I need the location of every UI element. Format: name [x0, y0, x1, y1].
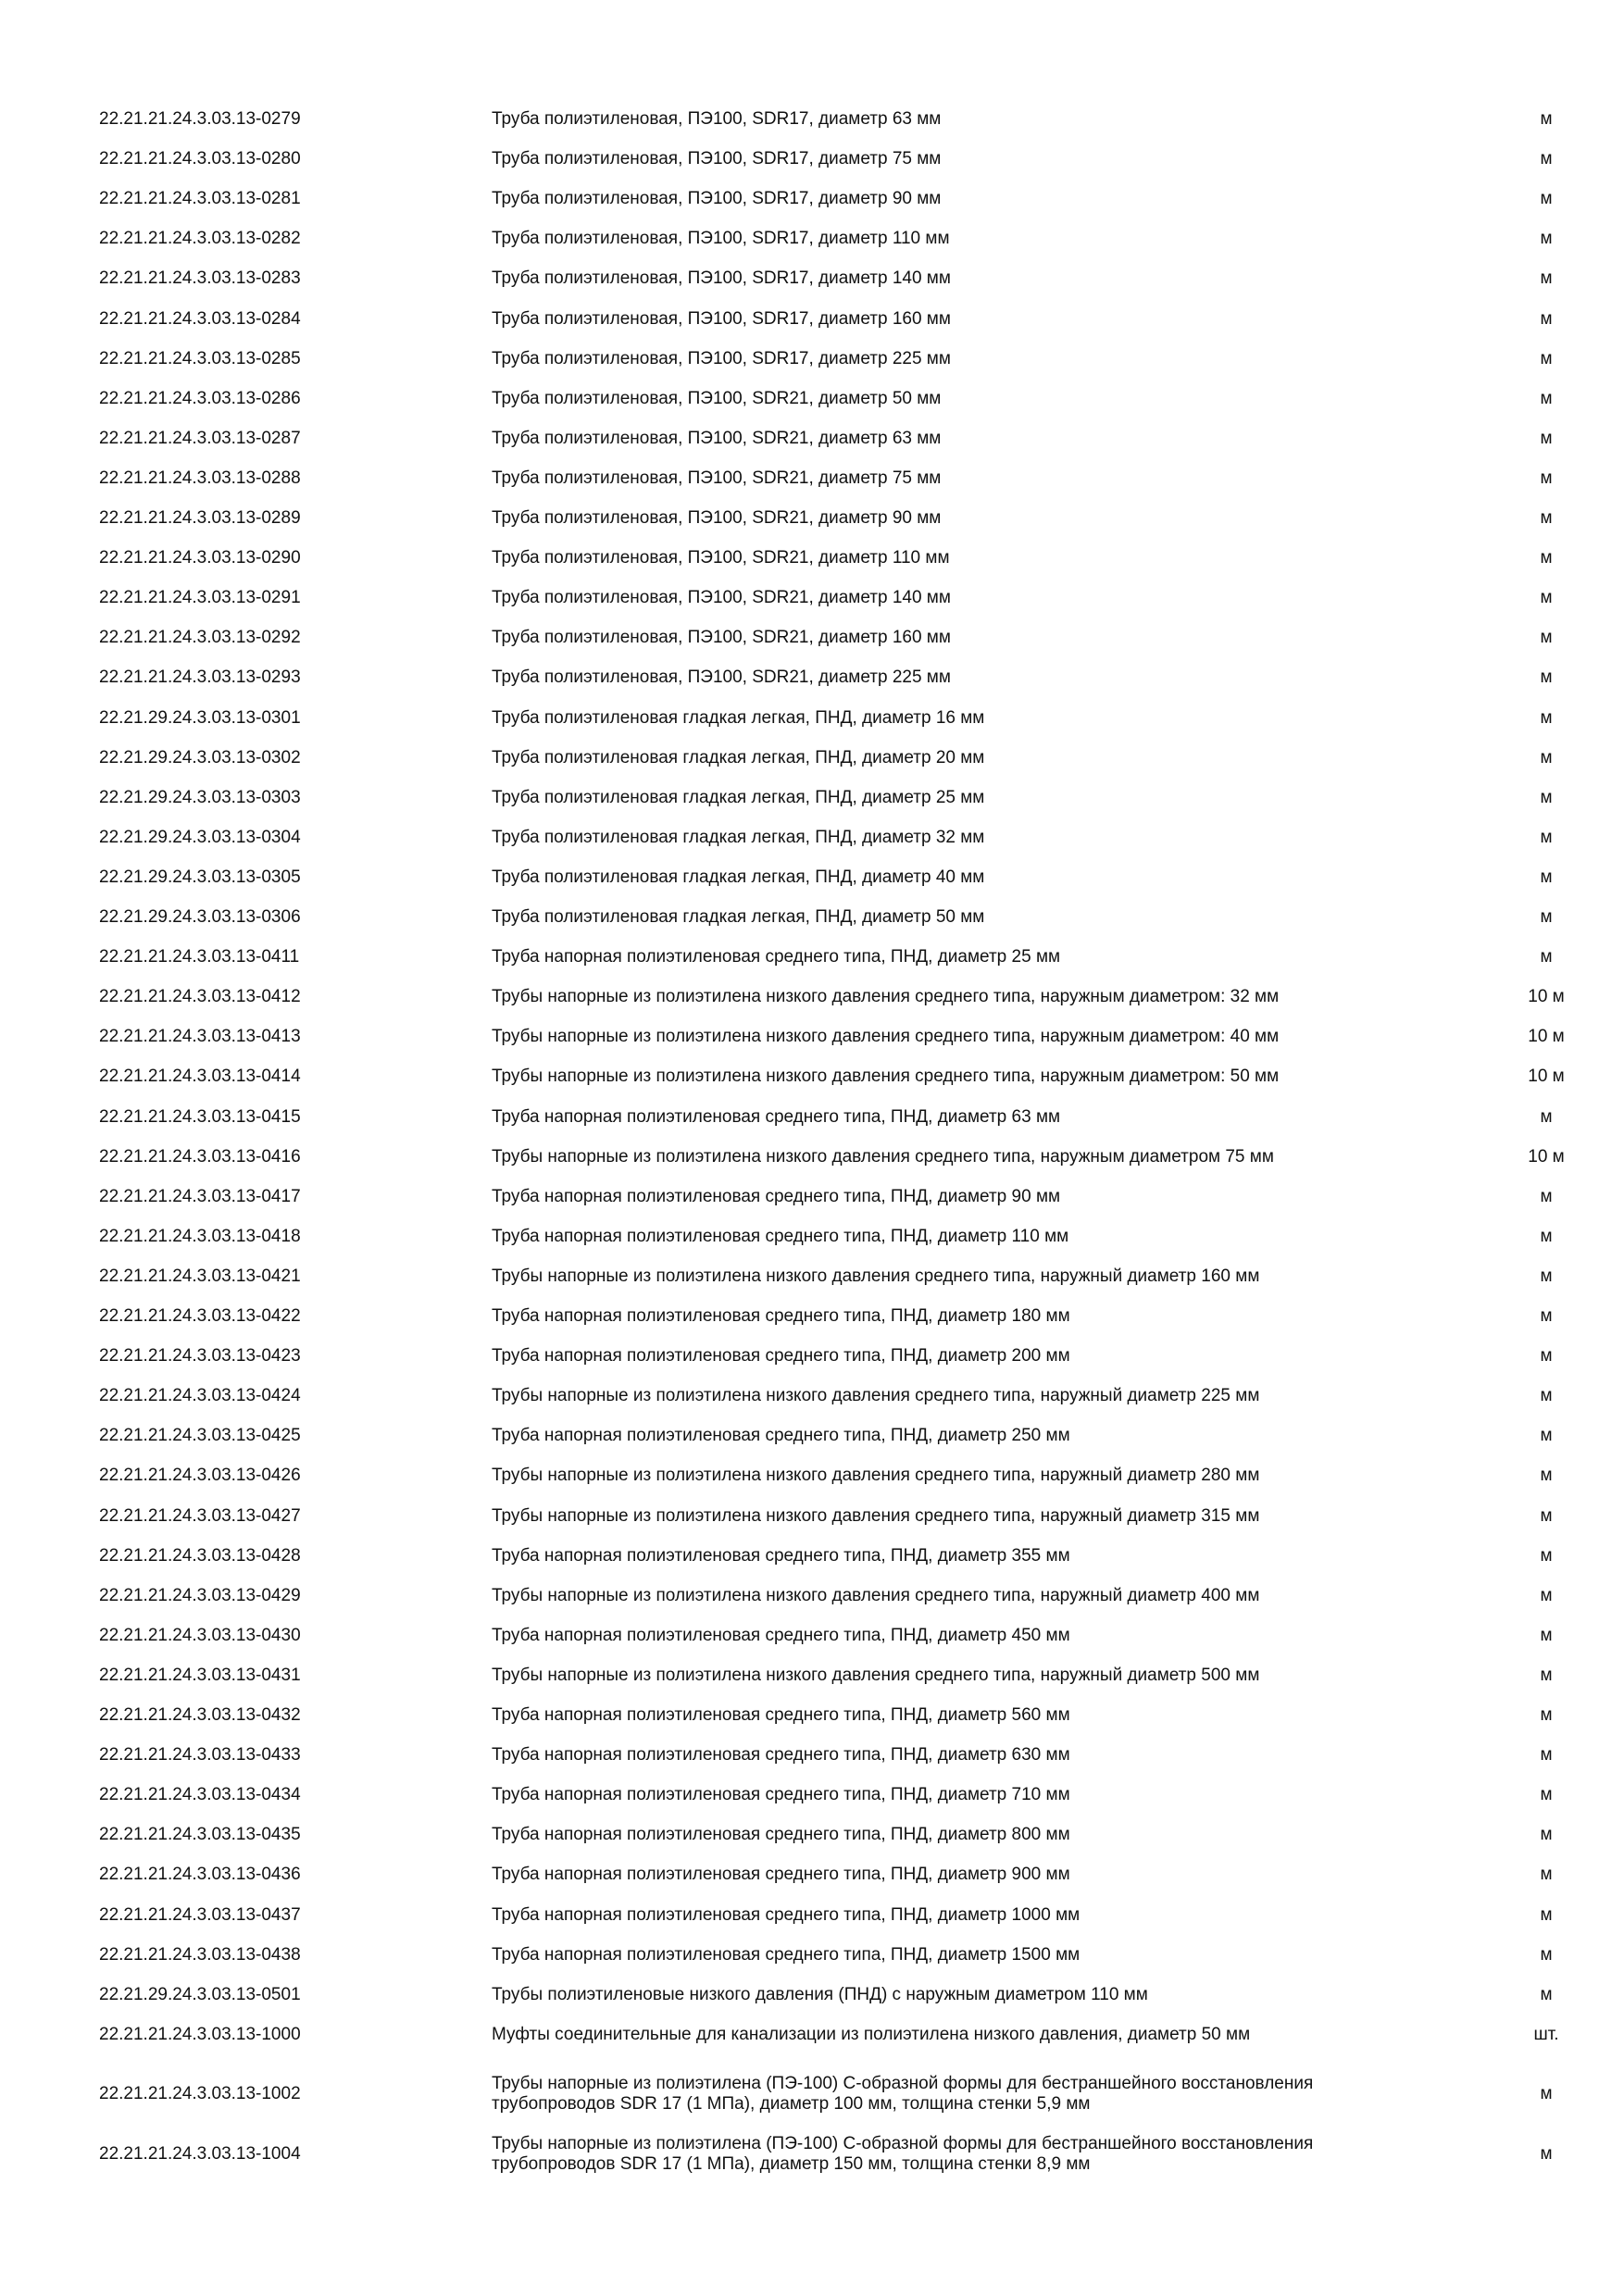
row-code: 22.21.21.24.3.03.13-0436	[99, 1865, 301, 1885]
row-unit: м	[1540, 1585, 1553, 1605]
row-unit: м	[1540, 907, 1553, 927]
table-row	[0, 817, 1624, 857]
row-unit: м	[1540, 508, 1553, 528]
row-unit: м	[1540, 308, 1553, 329]
row-code: 22.21.29.24.3.03.13-0302	[99, 747, 301, 767]
row-code: 22.21.21.24.3.03.13-0425	[99, 1426, 301, 1446]
row-name: Труба напорная полиэтиленовая среднего типа, ПНД, диаметр 180 мм	[492, 1306, 1070, 1326]
row-name: Труба напорная полиэтиленовая среднего типа, ПНД, диаметр 630 мм	[492, 1745, 1070, 1766]
table-row	[0, 1975, 1624, 2015]
row-unit: м	[1540, 428, 1553, 448]
row-name: Труба полиэтиленовая, ПЭ100, SDR21, диаметр 160 мм	[492, 628, 951, 648]
row-name: Труба полиэтиленовая, ПЭ100, SDR21, диаметр 63 мм	[492, 428, 942, 448]
row-name: Муфты соединительные для канализации из полиэтилена низкого давления, диаметр 50 мм	[492, 2024, 1251, 2044]
table-row	[0, 418, 1624, 458]
row-name: Труба полиэтиленовая, ПЭ100, SDR17, диаметр 110 мм	[492, 229, 950, 249]
table-row	[0, 219, 1624, 259]
row-code: 22.21.21.24.3.03.13-0292	[99, 628, 301, 648]
table-row	[0, 1616, 1624, 1655]
row-unit: м	[1540, 1984, 1553, 2004]
table-row	[0, 100, 1624, 140]
table-row	[0, 1655, 1624, 1695]
row-unit: м	[1540, 1186, 1553, 1206]
table-row	[0, 339, 1624, 379]
table-row	[0, 1097, 1624, 1137]
row-unit: м	[1540, 628, 1553, 648]
row-code: 22.21.29.24.3.03.13-0501	[99, 1984, 301, 2004]
row-name: Трубы напорные из полиэтилена низкого давления среднего типа, наружным диаметром: 32 мм	[492, 987, 1280, 1007]
row-unit: м	[1540, 1466, 1553, 1486]
row-unit: м	[1540, 348, 1553, 368]
row-unit: м	[1540, 1106, 1553, 1127]
table-row	[0, 1217, 1624, 1256]
table-row	[0, 1377, 1624, 1416]
table-row	[0, 1895, 1624, 1935]
row-code: 22.21.21.24.3.03.13-0428	[99, 1545, 301, 1566]
row-unit: м	[1540, 468, 1553, 488]
row-code: 22.21.21.24.3.03.13-0411	[99, 947, 300, 967]
row-unit: м	[1540, 1426, 1553, 1446]
table-row	[0, 2015, 1624, 2054]
row-code: 22.21.21.24.3.03.13-0291	[99, 588, 301, 608]
row-code: 22.21.21.24.3.03.13-0289	[99, 508, 301, 528]
row-unit: м	[1540, 1386, 1553, 1406]
row-unit: м	[1540, 229, 1553, 249]
row-code: 22.21.21.24.3.03.13-0422	[99, 1306, 301, 1326]
row-unit: м	[1540, 867, 1553, 887]
row-name: Трубы напорные из полиэтилена низкого давления среднего типа, наружным диаметром: 50 мм	[492, 1067, 1280, 1087]
row-unit: м	[1540, 109, 1553, 129]
table-row	[0, 1496, 1624, 1536]
row-unit: м	[1540, 1266, 1553, 1286]
row-unit: м	[1540, 787, 1553, 807]
table-row	[0, 2065, 1624, 2123]
row-name: Труба напорная полиэтиленовая среднего типа, ПНД, диаметр 25 мм	[492, 947, 1061, 967]
row-name: Труба напорная полиэтиленовая среднего типа, ПНД, диаметр 450 мм	[492, 1625, 1070, 1645]
row-name: Труба полиэтиленовая гладкая легкая, ПНД, диаметр 20 мм	[492, 747, 985, 767]
row-name: Труба напорная полиэтиленовая среднего типа, ПНД, диаметр 355 мм	[492, 1545, 1070, 1566]
row-name: Труба полиэтиленовая, ПЭ100, SDR17, диаметр 75 мм	[492, 149, 942, 169]
table-row	[0, 379, 1624, 418]
row-name: Труба полиэтиленовая, ПЭ100, SDR17, диаметр 160 мм	[492, 308, 951, 329]
row-name: Труба полиэтиленовая гладкая легкая, ПНД, диаметр 40 мм	[492, 867, 985, 887]
row-name: Трубы напорные из полиэтилена (ПЭ-100) С-образной формы для бестраншейного восстановления трубопроводов SDR 17 (1 МПа), диаметр 150 мм, толщина стенки 8,9 мм	[492, 2133, 1314, 2174]
table-row	[0, 738, 1624, 778]
table-row	[0, 2126, 1624, 2183]
row-unit: м	[1540, 1505, 1553, 1526]
row-code: 22.21.21.24.3.03.13-0284	[99, 308, 301, 329]
row-unit: м	[1540, 1825, 1553, 1845]
table-row	[0, 458, 1624, 498]
row-name: Труба напорная полиэтиленовая среднего типа, ПНД, диаметр 90 мм	[492, 1186, 1061, 1206]
row-unit: м	[1540, 1865, 1553, 1885]
row-name: Труба напорная полиэтиленовая среднего типа, ПНД, диаметр 1500 мм	[492, 1944, 1081, 1965]
row-unit: м	[1540, 1306, 1553, 1326]
table-row	[0, 1536, 1624, 1576]
row-code: 22.21.21.24.3.03.13-0423	[99, 1346, 301, 1366]
row-unit: м	[1540, 1625, 1553, 1645]
row-name: Трубы полиэтиленовые низкого давления (ПНД) с наружным диаметром 110 мм	[492, 1984, 1148, 2004]
row-code: 22.21.21.24.3.03.13-0287	[99, 428, 301, 448]
row-code: 22.21.21.24.3.03.13-1004	[99, 2143, 301, 2164]
row-unit: м	[1540, 268, 1553, 289]
row-name: Труба напорная полиэтиленовая среднего типа, ПНД, диаметр 110 мм	[492, 1226, 1069, 1246]
table-row	[0, 1137, 1624, 1177]
row-code: 22.21.21.24.3.03.13-0415	[99, 1106, 301, 1127]
table-row	[0, 938, 1624, 978]
row-code: 22.21.21.24.3.03.13-1002	[99, 2084, 301, 2104]
row-code: 22.21.21.24.3.03.13-0290	[99, 548, 301, 568]
row-unit: м	[1540, 1545, 1553, 1566]
row-code: 22.21.21.24.3.03.13-0279	[99, 109, 301, 129]
row-code: 22.21.21.24.3.03.13-0412	[99, 987, 301, 1007]
table-row	[0, 579, 1624, 618]
row-code: 22.21.21.24.3.03.13-0432	[99, 1705, 301, 1725]
table-row	[0, 1416, 1624, 1456]
row-code: 22.21.21.24.3.03.13-0434	[99, 1785, 301, 1805]
row-code: 22.21.21.24.3.03.13-1000	[99, 2024, 301, 2044]
table-row	[0, 1855, 1624, 1895]
row-name: Труба напорная полиэтиленовая среднего типа, ПНД, диаметр 1000 мм	[492, 1904, 1081, 1925]
row-name: Труба напорная полиэтиленовая среднего типа, ПНД, диаметр 200 мм	[492, 1346, 1070, 1366]
table-row	[0, 539, 1624, 579]
table-row	[0, 778, 1624, 817]
row-unit: м	[1540, 707, 1553, 728]
row-name: Труба полиэтиленовая, ПЭ100, SDR21, диаметр 50 мм	[492, 388, 942, 408]
row-name: Труба полиэтиленовая, ПЭ100, SDR17, диаметр 140 мм	[492, 268, 951, 289]
row-name: Трубы напорные из полиэтилена низкого давления среднего типа, наружным диаметром 75 мм	[492, 1146, 1274, 1167]
table-row	[0, 140, 1624, 180]
row-code: 22.21.21.24.3.03.13-0433	[99, 1745, 301, 1766]
row-name: Трубы напорные из полиэтилена низкого давления среднего типа, наружный диаметр 400 мм	[492, 1585, 1260, 1605]
row-name: Труба полиэтиленовая, ПЭ100, SDR17, диаметр 63 мм	[492, 109, 942, 129]
row-unit: 10 м	[1528, 987, 1565, 1007]
row-name: Труба полиэтиленовая, ПЭ100, SDR21, диаметр 225 мм	[492, 668, 951, 688]
row-name: Труба напорная полиэтиленовая среднего типа, ПНД, диаметр 900 мм	[492, 1865, 1070, 1885]
row-code: 22.21.21.24.3.03.13-0424	[99, 1386, 301, 1406]
row-unit: м	[1540, 1665, 1553, 1685]
row-unit: м	[1540, 588, 1553, 608]
row-code: 22.21.29.24.3.03.13-0306	[99, 907, 301, 927]
row-unit: м	[1540, 1785, 1553, 1805]
table-row	[0, 857, 1624, 897]
table-row	[0, 180, 1624, 219]
row-code: 22.21.21.24.3.03.13-0286	[99, 388, 301, 408]
row-unit: 10 м	[1528, 1027, 1565, 1047]
table-row	[0, 259, 1624, 299]
row-unit: м	[1540, 1226, 1553, 1246]
row-code: 22.21.29.24.3.03.13-0305	[99, 867, 301, 887]
table-row	[0, 978, 1624, 1017]
table-row	[0, 698, 1624, 738]
row-code: 22.21.21.24.3.03.13-0416	[99, 1146, 301, 1167]
row-code: 22.21.21.24.3.03.13-0414	[99, 1067, 301, 1087]
row-code: 22.21.21.24.3.03.13-0435	[99, 1825, 301, 1845]
table-row	[0, 898, 1624, 938]
table-row	[0, 1297, 1624, 1337]
row-code: 22.21.29.24.3.03.13-0304	[99, 827, 301, 847]
table-row	[0, 1057, 1624, 1097]
row-name: Трубы напорные из полиэтилена низкого давления среднего типа, наружным диаметром: 40 мм	[492, 1027, 1280, 1047]
row-unit: м	[1540, 1904, 1553, 1925]
row-code: 22.21.21.24.3.03.13-0288	[99, 468, 301, 488]
table-row	[0, 1017, 1624, 1057]
table-row	[0, 1456, 1624, 1496]
row-code: 22.21.21.24.3.03.13-0282	[99, 229, 301, 249]
table-row	[0, 299, 1624, 339]
row-code: 22.21.21.24.3.03.13-0438	[99, 1944, 301, 1965]
row-unit: 10 м	[1528, 1067, 1565, 1087]
row-unit: м	[1540, 747, 1553, 767]
table-row	[0, 1816, 1624, 1855]
row-code: 22.21.29.24.3.03.13-0301	[99, 707, 301, 728]
row-unit: м	[1540, 2084, 1553, 2104]
row-unit: м	[1540, 2143, 1553, 2164]
row-unit: 10 м	[1528, 1146, 1565, 1167]
table-row	[0, 1736, 1624, 1776]
row-code: 22.21.21.24.3.03.13-0437	[99, 1904, 301, 1925]
row-name: Труба полиэтиленовая, ПЭ100, SDR17, диаметр 90 мм	[492, 189, 942, 209]
row-code: 22.21.29.24.3.03.13-0303	[99, 787, 301, 807]
row-unit: м	[1540, 149, 1553, 169]
row-name: Труба полиэтиленовая гладкая легкая, ПНД, диаметр 25 мм	[492, 787, 985, 807]
row-code: 22.21.21.24.3.03.13-0417	[99, 1186, 301, 1206]
row-code: 22.21.21.24.3.03.13-0418	[99, 1226, 301, 1246]
row-name: Труба напорная полиэтиленовая среднего типа, ПНД, диаметр 560 мм	[492, 1705, 1070, 1725]
table-row	[0, 499, 1624, 539]
table-row	[0, 1696, 1624, 1736]
table-row	[0, 618, 1624, 658]
row-unit: м	[1540, 1745, 1553, 1766]
table-row	[0, 1256, 1624, 1296]
row-code: 22.21.21.24.3.03.13-0293	[99, 668, 301, 688]
row-code: 22.21.21.24.3.03.13-0431	[99, 1665, 301, 1685]
row-name: Труба полиэтиленовая, ПЭ100, SDR17, диаметр 225 мм	[492, 348, 951, 368]
row-name: Труба полиэтиленовая гладкая легкая, ПНД, диаметр 16 мм	[492, 707, 985, 728]
row-unit: м	[1540, 947, 1553, 967]
row-name: Трубы напорные из полиэтилена низкого давления среднего типа, наружный диаметр 225 мм	[492, 1386, 1260, 1406]
row-code: 22.21.21.24.3.03.13-0430	[99, 1625, 301, 1645]
table-row	[0, 1935, 1624, 1975]
row-name: Труба полиэтиленовая, ПЭ100, SDR21, диаметр 90 мм	[492, 508, 942, 528]
row-unit: м	[1540, 189, 1553, 209]
row-name: Труба полиэтиленовая гладкая легкая, ПНД, диаметр 50 мм	[492, 907, 985, 927]
row-unit: м	[1540, 1346, 1553, 1366]
row-name: Трубы напорные из полиэтилена низкого давления среднего типа, наружный диаметр 280 мм	[492, 1466, 1260, 1486]
row-unit: м	[1540, 548, 1553, 568]
table-row	[0, 1337, 1624, 1377]
table-row	[0, 658, 1624, 698]
row-unit: шт.	[1533, 2024, 1559, 2044]
row-unit: м	[1540, 668, 1553, 688]
row-name: Труба напорная полиэтиленовая среднего типа, ПНД, диаметр 710 мм	[492, 1785, 1070, 1805]
row-code: 22.21.21.24.3.03.13-0285	[99, 348, 301, 368]
row-code: 22.21.21.24.3.03.13-0280	[99, 149, 301, 169]
row-name: Труба полиэтиленовая, ПЭ100, SDR21, диаметр 110 мм	[492, 548, 950, 568]
row-name: Трубы напорные из полиэтилена низкого давления среднего типа, наружный диаметр 315 мм	[492, 1505, 1260, 1526]
row-unit: м	[1540, 1944, 1553, 1965]
row-code: 22.21.21.24.3.03.13-0426	[99, 1466, 301, 1486]
row-name: Трубы напорные из полиэтилена низкого давления среднего типа, наружный диаметр 500 мм	[492, 1665, 1260, 1685]
row-code: 22.21.21.24.3.03.13-0413	[99, 1027, 301, 1047]
row-unit: м	[1540, 827, 1553, 847]
row-name: Труба напорная полиэтиленовая среднего типа, ПНД, диаметр 800 мм	[492, 1825, 1070, 1845]
row-code: 22.21.21.24.3.03.13-0421	[99, 1266, 301, 1286]
row-code: 22.21.21.24.3.03.13-0427	[99, 1505, 301, 1526]
row-name: Труба полиэтиленовая, ПЭ100, SDR21, диаметр 140 мм	[492, 588, 951, 608]
row-name: Трубы напорные из полиэтилена низкого давления среднего типа, наружный диаметр 160 мм	[492, 1266, 1260, 1286]
table-row	[0, 1177, 1624, 1217]
row-name: Труба полиэтиленовая гладкая легкая, ПНД, диаметр 32 мм	[492, 827, 985, 847]
row-unit: м	[1540, 388, 1553, 408]
row-name: Трубы напорные из полиэтилена (ПЭ-100) С-образной формы для бестраншейного восстановления трубопроводов SDR 17 (1 МПа), диаметр 100 мм, толщина стенки 5,9 мм	[492, 2074, 1314, 2115]
row-unit: м	[1540, 1705, 1553, 1725]
table-row	[0, 1576, 1624, 1616]
table-row	[0, 1776, 1624, 1816]
row-name: Труба полиэтиленовая, ПЭ100, SDR21, диаметр 75 мм	[492, 468, 942, 488]
row-name: Труба напорная полиэтиленовая среднего типа, ПНД, диаметр 63 мм	[492, 1106, 1061, 1127]
row-code: 22.21.21.24.3.03.13-0281	[99, 189, 301, 209]
row-name: Труба напорная полиэтиленовая среднего типа, ПНД, диаметр 250 мм	[492, 1426, 1070, 1446]
row-code: 22.21.21.24.3.03.13-0429	[99, 1585, 301, 1605]
row-code: 22.21.21.24.3.03.13-0283	[99, 268, 301, 289]
